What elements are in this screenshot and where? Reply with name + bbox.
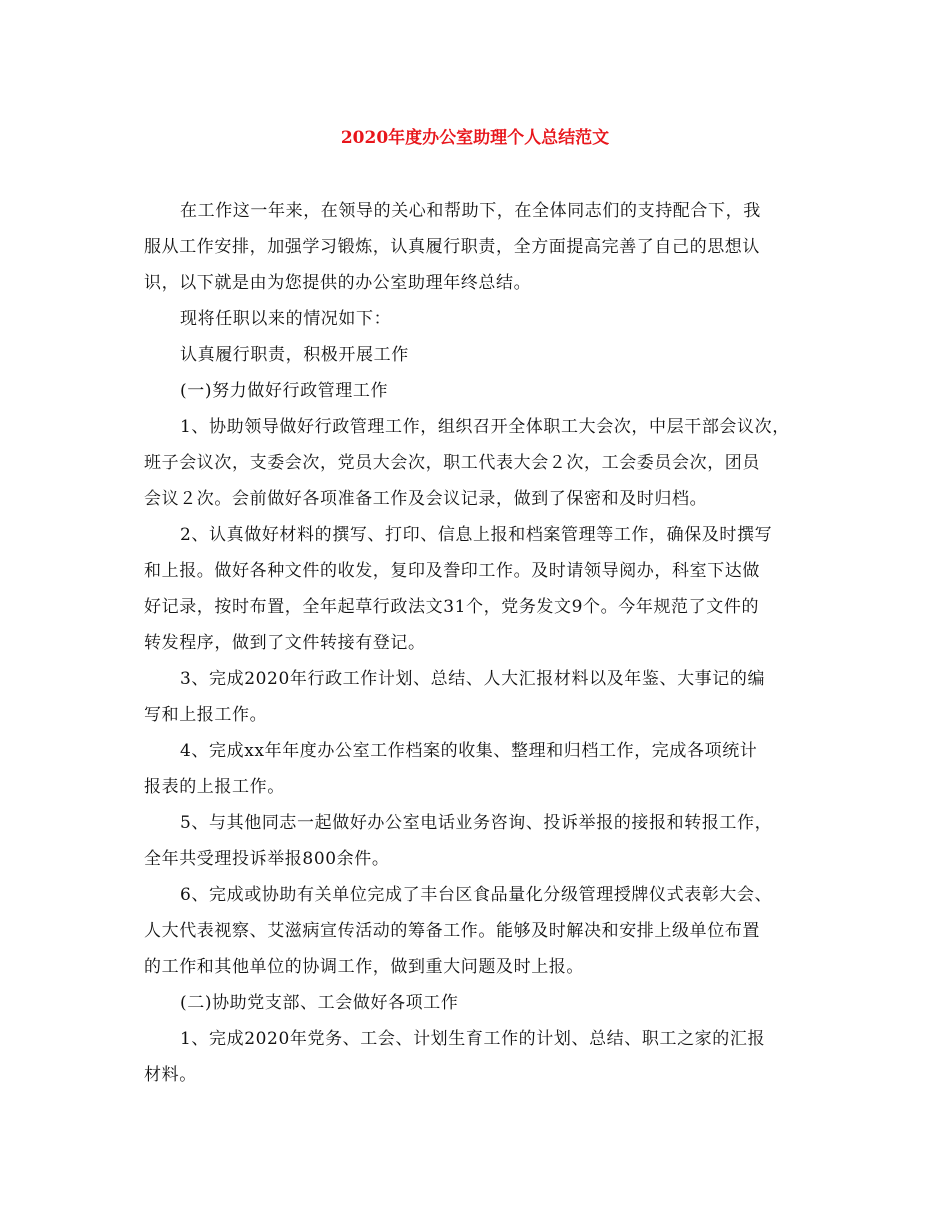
paragraph-line: 1、协助领导做好行政管理工作，组织召开全体职工大会次，中层干部会议次， bbox=[180, 417, 790, 437]
paragraph-line: 会议２次。会前做好各项准备工作及会议记录，做到了保密和及时归档。 bbox=[144, 489, 708, 509]
paragraph-line: 3、完成2020年行政工作计划、总结、人大汇报材料以及年鉴、大事记的编 bbox=[180, 669, 766, 689]
paragraph-line: 6、完成或协助有关单位完成了丰台区食品量化分级管理授牌仪式表彰大会、 bbox=[180, 885, 773, 905]
paragraph-line: 转发程序，做到了文件转接有登记。 bbox=[144, 633, 426, 653]
paragraph-line: 和上报。做好各种文件的收发，复印及誊印工作。及时请领导阅办，科室下达做 bbox=[144, 561, 760, 581]
paragraph-line: 全年共受理投诉举报800余件。 bbox=[144, 849, 390, 869]
paragraph-line: 的工作和其他单位的协调工作，做到重大问题及时上报。 bbox=[144, 957, 584, 977]
paragraph-line: 4、完成xx年年度办公室工作档案的收集、整理和归档工作，完成各项统计 bbox=[180, 741, 758, 761]
paragraph-line: 现将任职以来的情况如下： bbox=[180, 309, 392, 329]
paragraph-line: 5、与其他同志一起做好办公室电话业务咨询、投诉举报的接报和转报工作， bbox=[180, 813, 773, 833]
paragraph-line: 材料。 bbox=[144, 1065, 197, 1085]
paragraph-line: 识，以下就是由为您提供的办公室助理年终总结。 bbox=[144, 273, 532, 293]
paragraph-line: 写和上报工作。 bbox=[144, 705, 268, 725]
paragraph-line: 报表的上报工作。 bbox=[144, 777, 285, 797]
paragraph-line: 1、完成2020年党务、工会、计划生育工作的计划、总结、职工之家的汇报 bbox=[180, 1029, 766, 1049]
paragraph-line: 2、认真做好材料的撰写、打印、信息上报和档案管理等工作，确保及时撰写 bbox=[180, 525, 773, 545]
document-title: 2020年度办公室助理个人总结范文 bbox=[340, 128, 610, 148]
paragraph-line: 班子会议次，支委会次，党员大会次，职工代表大会２次，工会委员会次，团员 bbox=[144, 453, 760, 473]
paragraph-line: 服从工作安排，加强学习锻炼，认真履行职责，全方面提高完善了自己的思想认 bbox=[144, 237, 760, 257]
section-heading: 认真履行职责，积极开展工作 bbox=[180, 345, 409, 365]
subsection-heading: (一)努力做好行政管理工作 bbox=[180, 381, 389, 401]
paragraph-line: 在工作这一年来，在领导的关心和帮助下，在全体同志们的支持配合下，我 bbox=[180, 201, 761, 221]
paragraph-line: 好记录，按时布置，全年起草行政法文31个，党务发文9个。今年规范了文件的 bbox=[144, 597, 760, 617]
subsection-heading: (二)协助党支部、工会做好各项工作 bbox=[180, 993, 459, 1013]
paragraph-line: 人大代表视察、艾滋病宣传活动的筹备工作。能够及时解决和安排上级单位布置 bbox=[144, 921, 760, 941]
document-body bbox=[144, 193, 808, 1093]
